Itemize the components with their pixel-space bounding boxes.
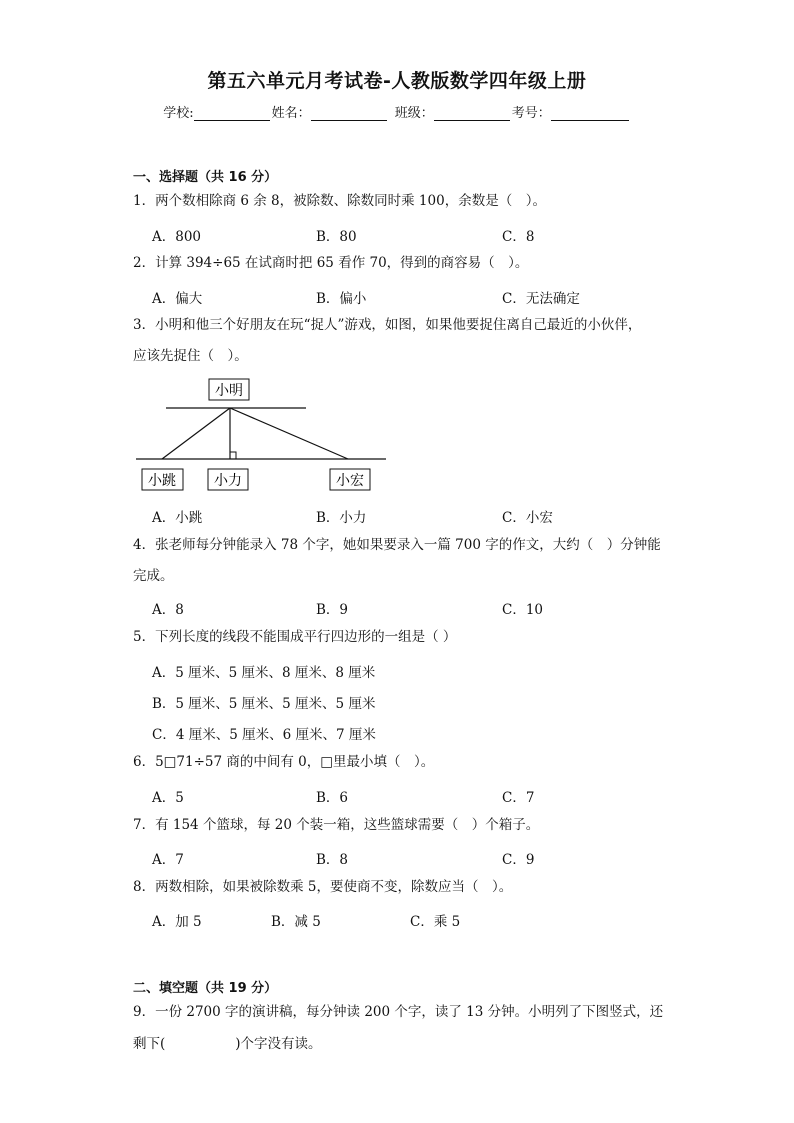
q3-option-a[interactable]: A．小跳 (152, 510, 203, 526)
q1-option-a[interactable]: A．800 (152, 229, 202, 245)
q6-option-c[interactable]: C．7 (502, 790, 535, 806)
q3-option-c[interactable]: C．小宏 (502, 510, 553, 526)
line-to-xiaotiao (162, 408, 230, 459)
xiaotiao-label: 小跳 (148, 473, 176, 489)
q4-option-c[interactable]: C．10 (502, 602, 544, 618)
q7-option-a[interactable]: A．7 (152, 852, 184, 868)
q4-option-a[interactable]: A．8 (152, 602, 184, 618)
page-title: 第五六单元月考试卷-人教版数学四年级上册 (207, 70, 587, 92)
q5-option-b[interactable]: B．5 厘米、5 厘米、5 厘米、5 厘米 (152, 696, 376, 712)
question-9-line-1: 9．一份 2700 字的演讲稿，每分钟读 200 个字，读了 13 分钟。小明列了下图竖式，还 (133, 1004, 664, 1020)
q5-option-c[interactable]: C．4 厘米、5 厘米、6 厘米、7 厘米 (152, 727, 376, 743)
question-2: 2．计算 394÷65 在试商时把 65 看作 70，得到的商容易（ ）。 (133, 255, 529, 271)
name-blank[interactable] (311, 106, 387, 121)
xiaoli-label: 小力 (214, 473, 242, 489)
q7-option-c[interactable]: C．9 (502, 852, 535, 868)
question-3-line-1: 3．小明和他三个好朋友在玩“捉人”游戏，如图，如果他要捉住离自己最近的小伙伴， (133, 317, 642, 333)
section-choice-title: 一、选择题（共 16 分） (133, 170, 278, 185)
question-6: 6．5□71÷57 商的中间有 0，□里最小填（ ）。 (133, 754, 435, 770)
q1-option-c[interactable]: C．8 (502, 229, 535, 245)
class-blank[interactable] (434, 106, 510, 121)
section-fill-title: 二、填空题（共 19 分） (133, 981, 278, 996)
line-to-xiaohong (230, 408, 348, 459)
name-label: 姓名： (271, 106, 311, 121)
right-angle-mark (230, 452, 236, 459)
question-7: 7．有 154 个篮球，每 20 个装一箱，这些篮球需要（ ）个箱子。 (133, 817, 540, 833)
q3-option-b[interactable]: B．小力 (316, 510, 367, 526)
q8-option-c[interactable]: C．乘 5 (410, 914, 461, 930)
xiaoming-label: 小明 (215, 383, 243, 399)
q8-option-a[interactable]: A．加 5 (152, 914, 202, 930)
q7-option-b[interactable]: B．8 (316, 852, 349, 868)
q2-option-a[interactable]: A．偏大 (152, 291, 203, 307)
school-label: 学校: (163, 106, 194, 121)
q5-option-a[interactable]: A．5 厘米、5 厘米、8 厘米、8 厘米 (152, 665, 376, 681)
q8-option-b[interactable]: B．减 5 (271, 914, 321, 930)
school-blank[interactable] (194, 106, 270, 121)
question-1: 1．两个数相除商 6 余 8，被除数、除数同时乘 100，余数是（ ）。 (133, 193, 546, 209)
xiaohong-label: 小宏 (336, 473, 364, 489)
q9-text-before: 剩下( (133, 1036, 166, 1052)
q6-option-b[interactable]: B．6 (316, 790, 349, 806)
q2-option-c[interactable]: C．无法确定 (502, 291, 580, 307)
question-4-line-2: 完成。 (133, 568, 174, 584)
student-info-line (0, 102, 794, 121)
q2-option-b[interactable]: B．偏小 (316, 291, 367, 307)
q4-option-b[interactable]: B．9 (316, 602, 349, 618)
question-9-line-2 (133, 1029, 673, 1060)
q1-option-b[interactable]: B．80 (316, 229, 357, 245)
question-8: 8．两数相除，如果被除数乘 5，要使商不变，除数应当（ ）。 (133, 879, 513, 895)
q9-text-after: )个字没有读。 (235, 1036, 322, 1052)
question-3-line-2: 应该先捉住（ ）。 (133, 348, 248, 364)
question-4-line-1: 4．张老师每分钟能录入 78 个字，她如果要录入一篇 700 字的作文，大约（ ）分钟能 (133, 537, 661, 553)
number-blank[interactable] (551, 106, 629, 121)
question-5: 5．下列长度的线段不能围成平行四边形的一组是（ ） (133, 629, 457, 645)
number-label: 考号： (511, 106, 551, 121)
class-label: 班级： (394, 106, 434, 121)
q3-distance-diagram (130, 374, 390, 496)
q6-option-a[interactable]: A．5 (152, 790, 184, 806)
